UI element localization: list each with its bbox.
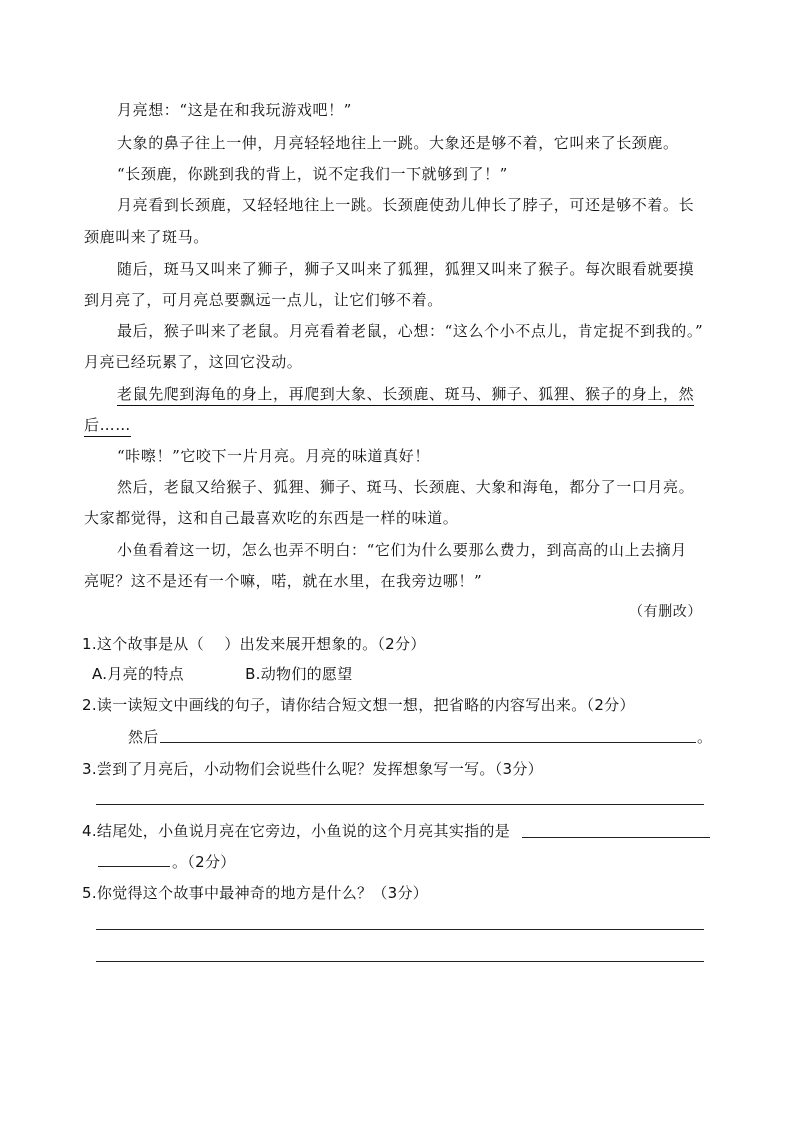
answer-line-q3[interactable] — [96, 804, 704, 805]
story-line-9b: 大家都觉得，这和自己最喜欢吃的东西是一样的味道。 — [84, 509, 459, 527]
story-line-9a: 然后，老鼠又给猴子、狐狸、狮子、斑马、长颈鹿、大象和海龟，都分了一口月亮。 — [117, 478, 695, 496]
story-line-4a: 月亮看到长颈鹿，又轻轻地往上一跳。长颈鹿使劲儿伸长了脖子，可还是够不着。长 — [117, 196, 695, 214]
answer-line-q4-b[interactable] — [98, 866, 170, 867]
question-1-options: A.月亮的特点 B.动物们的愿望 — [92, 665, 353, 683]
story-line-3: “长颈鹿，你跳到我的背上，说不定我们一下就够到了！” — [117, 165, 508, 183]
question-2: 2.读一读短文中画线的句子，请你结合短文想一想，把省略的内容写出来。（2分） — [82, 696, 635, 714]
story-line-1: 月亮想：“这是在和我玩游戏吧！” — [117, 101, 352, 119]
question-2-prefix: 然后 — [128, 728, 159, 746]
source-note: （有删改） — [629, 604, 702, 620]
question-4: 4.结尾处，小鱼说月亮在它旁边，小鱼说的这个月亮其实指的是 — [82, 822, 511, 840]
answer-line-q5-a[interactable] — [96, 929, 704, 930]
story-line-5b: 到月亮了，可月亮总要飘远一点儿，让它们够不着。 — [84, 291, 443, 309]
question-3: 3.尝到了月亮后，小动物们会说些什么呢？发挥想象写一写。（3分） — [82, 760, 543, 778]
story-line-6a: 最后，猴子叫来了老鼠。月亮看着老鼠，心想：“这么个小不点儿，肯定捉不到我的。” — [117, 322, 704, 340]
question-2-end: 。 — [697, 728, 713, 746]
question-1: 1.这个故事是从（ ）出发来展开想象的。（2分） — [82, 635, 426, 653]
answer-line-q5-b[interactable] — [96, 961, 704, 962]
story-line-6b: 月亮已经玩累了，这回它没动。 — [84, 353, 303, 371]
story-line-10b: 亮呢？这不是还有一个嘛，喏，就在水里，在我旁边哪！” — [84, 572, 483, 590]
answer-line-q4-a[interactable] — [522, 837, 710, 838]
answer-line-q2[interactable] — [160, 742, 696, 743]
story-line-10a: 小鱼看着这一切，怎么也弄不明白：“它们为什么要那么费力，到高高的山上去摘月 — [117, 541, 687, 559]
underlined-sentence-1: 老鼠先爬到海龟的身上，再爬到大象、长颈鹿、斑马、狮子、狐狸、猴子的身上，然 — [117, 384, 694, 406]
story-line-4b: 颈鹿叫来了斑马。 — [84, 228, 209, 246]
underlined-sentence-2: 后…… — [84, 415, 131, 437]
question-5: 5.你觉得这个故事中最神奇的地方是什么？（3分） — [82, 884, 429, 902]
story-line-5a: 随后，斑马又叫来了狮子，狮子又叫来了狐狸，狐狸又叫来了猴子。每次眼看就要摸 — [117, 260, 695, 278]
story-line-8: “咔嚓！”它咬下一片月亮。月亮的味道真好！ — [117, 447, 430, 465]
question-4-end: 。（2分） — [172, 853, 236, 871]
story-line-2: 大象的鼻子往上一伸，月亮轻轻地往上一跳。大象还是够不着，它叫来了长颈鹿。 — [117, 134, 679, 152]
